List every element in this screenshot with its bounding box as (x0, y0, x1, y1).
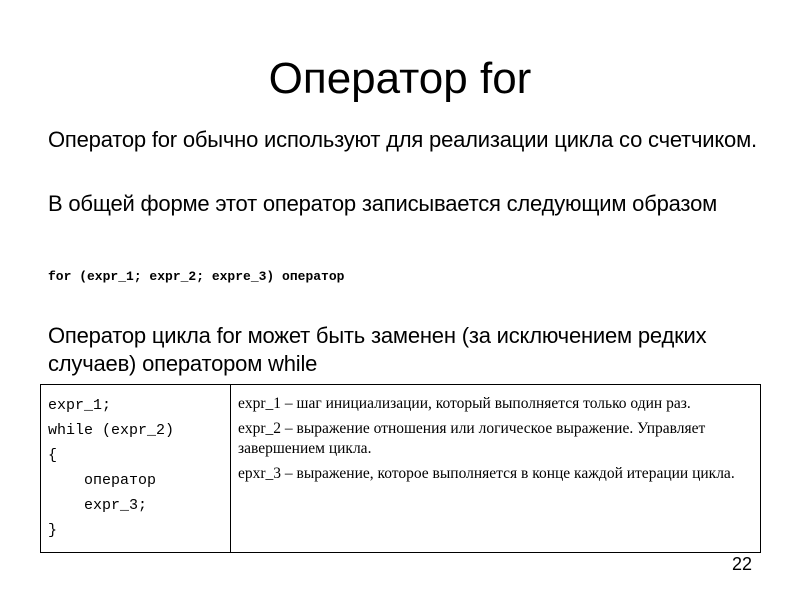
slide-title: Оператор for (268, 54, 532, 103)
comparison-table (40, 384, 761, 553)
page-number: 22 (731, 554, 752, 574)
description-cell (231, 385, 760, 552)
while-code-block: expr_1; while (expr_2) { оператор expr_3; } (48, 397, 175, 539)
expr1-description: expr_1 – шаг инициализации, который выполняется только один раз. (238, 395, 691, 412)
expr2-description: expr_2 – выражение отношения или логическое выражение. Управляет завершением цикла. (238, 420, 706, 457)
while-replacement-paragraph: Оператор цикла for может быть заменен (за исключением редких случаев) оператором while (48, 323, 707, 376)
expr3-description: epxr_3 – выражение, которое выполняется в конце каждой итерации цикла. (238, 465, 735, 482)
intro-paragraph: Оператор for обычно используют для реализации цикла со счетчиком. (48, 127, 757, 152)
general-form-paragraph: В общей форме этот оператор записывается следующим образом (48, 191, 718, 216)
for-syntax-code: for (expr_1; expr_2; expre_3) оператор (48, 269, 345, 284)
while-code-cell (41, 385, 231, 552)
